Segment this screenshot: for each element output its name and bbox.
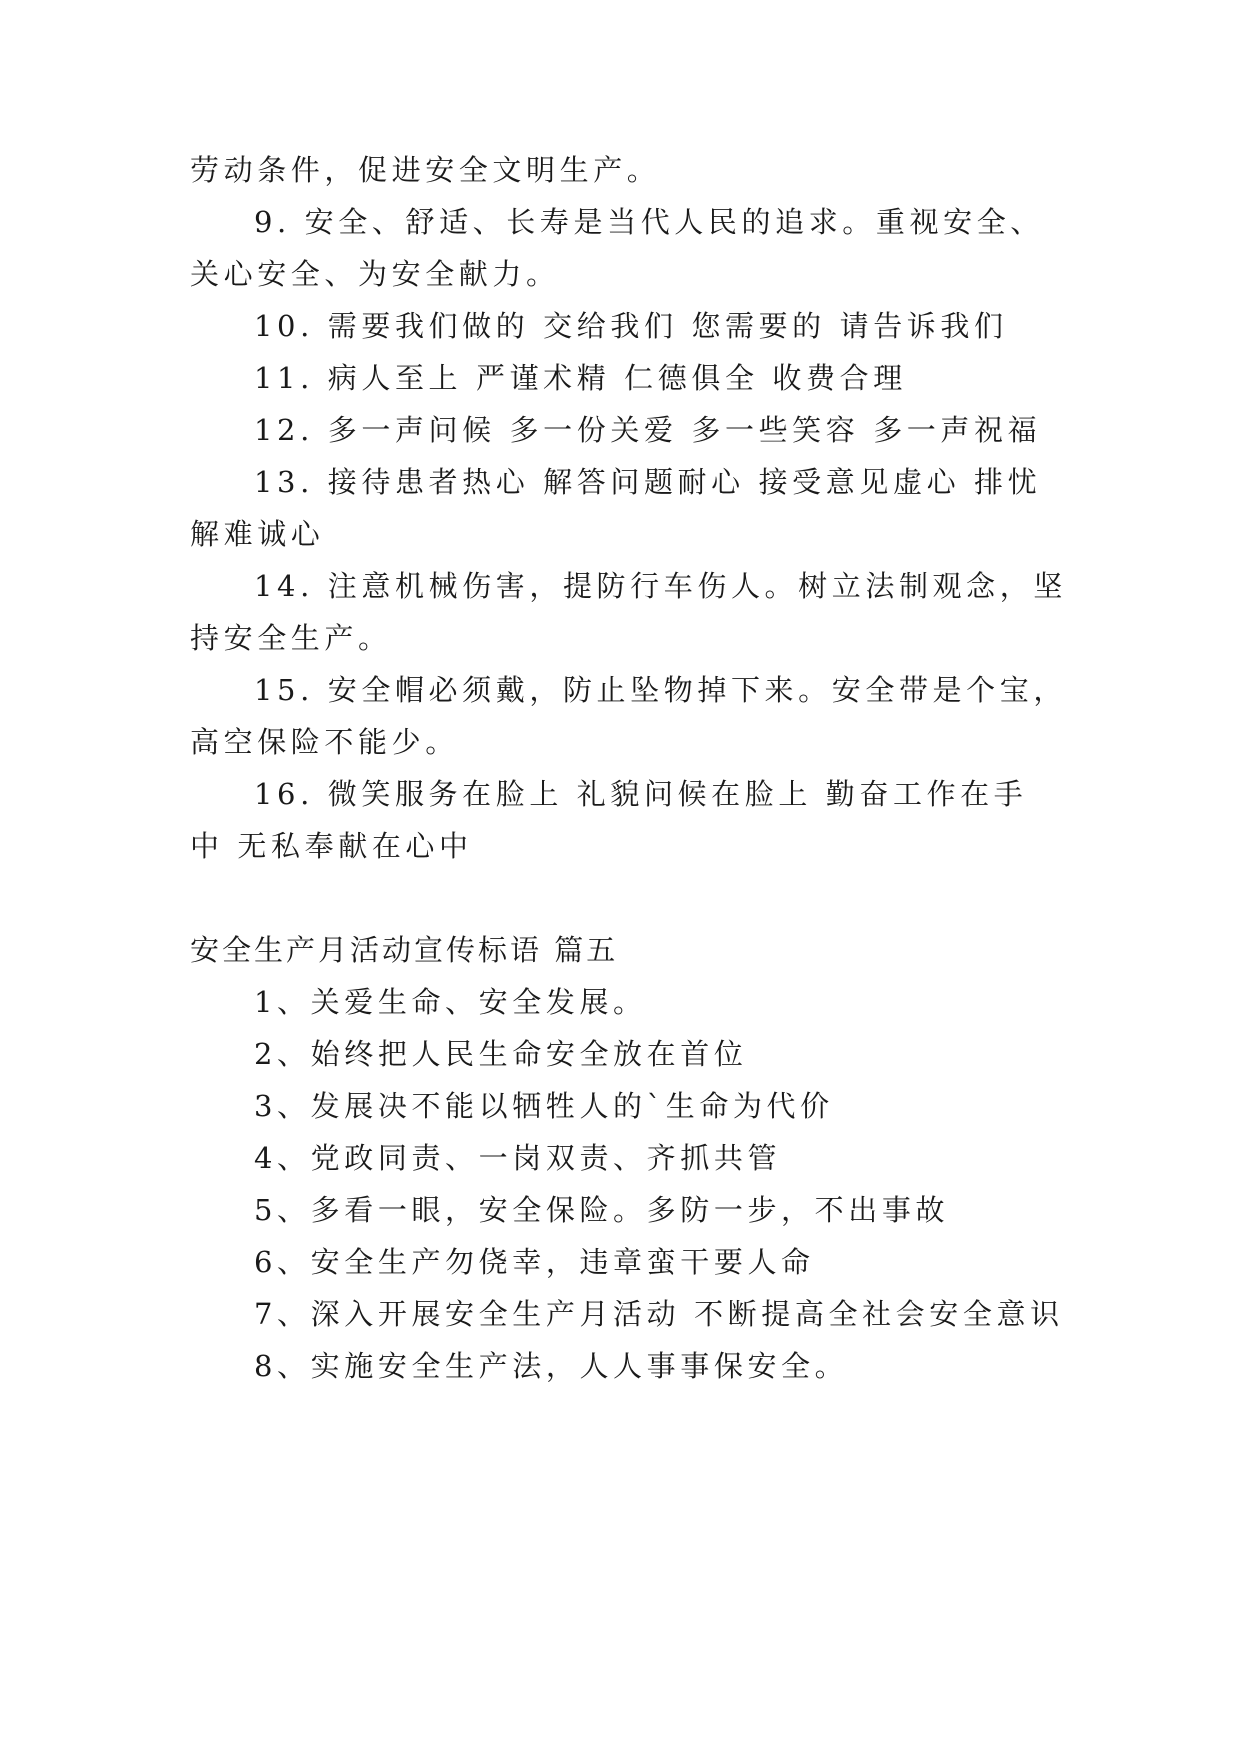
slogan-item-13: 13. 接待患者热心 解答问题耐心 接受意见虚心 排忧: [254, 465, 1042, 499]
slogan-item-6: 6、安全生产勿侥幸，违章蛮干要人命: [254, 1245, 815, 1279]
slogan-item-2: 2、始终把人民生命安全放在首位: [254, 1037, 748, 1071]
slogan-item-3: 3、发展决不能以牺牲人的`生命为代价: [254, 1089, 834, 1123]
text-line: 解难诚心: [190, 517, 325, 551]
section-title: 安全生产月活动宣传标语 篇五: [190, 933, 619, 967]
slogan-item-15: 15. 安全帽必须戴，防止坠物掉下来。安全带是个宝，: [254, 673, 1067, 707]
text-line: 持安全生产。: [190, 621, 392, 655]
text-line: 劳动条件，促进安全文明生产。: [190, 153, 661, 187]
slogan-item-12: 12. 多一声问候 多一份关爱 多一些笑容 多一声祝福: [254, 413, 1042, 447]
slogan-item-10: 10. 需要我们做的 交给我们 您需要的 请告诉我们: [254, 309, 1008, 343]
text-line: 中 无私奉献在心中: [190, 829, 473, 863]
slogan-item-14: 14. 注意机械伤害，提防行车伤人。树立法制观念，坚: [254, 569, 1067, 603]
slogan-item-7: 7、深入开展安全生产月活动 不断提高全社会安全意识: [254, 1297, 1064, 1331]
text-line: 关心安全、为安全献力。: [190, 257, 560, 291]
slogan-item-16: 16. 微笑服务在脸上 礼貌问候在脸上 勤奋工作在手: [254, 777, 1028, 811]
slogan-item-1: 1、关爱生命、安全发展。: [254, 985, 647, 1019]
slogan-item-4: 4、党政同责、一岗双责、齐抓共管: [254, 1141, 782, 1175]
slogan-item-5: 5、多看一眼，安全保险。多防一步，不出事故: [254, 1193, 950, 1227]
slogan-item-11: 11. 病人至上 严谨术精 仁德俱全 收费合理: [254, 361, 907, 395]
slogan-item-9: 9. 安全、舒适、长寿是当代人民的追求。重视安全、: [254, 205, 1044, 239]
text-line: 高空保险不能少。: [190, 725, 459, 759]
slogan-item-8: 8、实施安全生产法，人人事事保安全。: [254, 1349, 849, 1383]
